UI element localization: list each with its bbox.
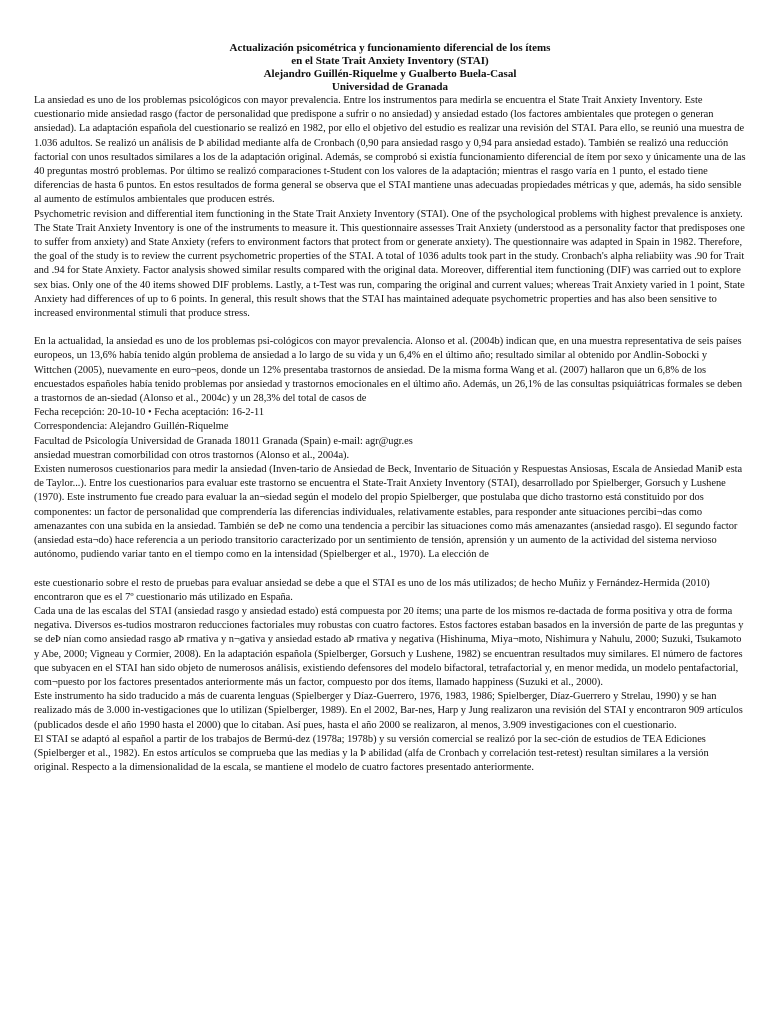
spacer — [34, 321, 746, 335]
intro-paragraph: En la actualidad, la ansiedad es uno de los problemas psi-cológicos con mayor prevalencia. Alonso et al. (2004b) indican que, en una muestra representativa de seis países europeos, un 13,6% había tenido algún problema de ansiedad a lo largo de su vida y un 6,4% en el último año; resultado similar al obtenido por Andlin-Sobocki y Wittchen (2005), nuevamente en euro¬peos, donde un 12% presentaba trastornos de ansiedad. De la misma forma Wang et al. (2007) hallaron que un 6,8% de los encuestados españoles había tenido problemas por ansiedad y trastornos emocionales en el último año. Además, un 26,1% de las consultas psiquiátricas formales se deben a trastornos de an-siedad (Alonso et al., 2004c) y un 28,3% del total de casos de — [34, 336, 743, 405]
institution-email: Facultad de Psicología Universidad de Granada 18011 Granada (Spain) e-mail: agr@ugr.es — [34, 435, 413, 447]
reception-dates: Fecha recepción: 20-10-10 • Fecha aceptación: 16-2-11 — [34, 407, 265, 419]
comorbidity-line: ansiedad muestran comorbilidad con otros trastornos (Alonso et al., 2004a). — [34, 449, 350, 461]
choice-paragraph: este cuestionario sobre el resto de pruebas para evaluar ansiedad se debe a que el STAI es uno de los más utilizados; de hecho Muñiz y Fernández-Hermida (2010) encontraron que es el 7º cuestionario más utilizado en España. — [34, 577, 710, 603]
authors: Alejandro Guillén-Riquelme y Gualberto Buela-Casal — [263, 68, 517, 80]
correspondence: Correspondencia: Alejandro Guillén-Riquelme — [34, 421, 229, 433]
adaptation-paragraph: El STAI se adaptó al español a partir de los trabajos de Bermú-dez (1978a; 1978b) y su versión comercial se realizó por la sec-ción de estudios de TEA Ediciones (Spielberger et al., 1982). En estos artículos se comprueba que las medias y la Þ abilidad (alfa de Cronbach y correlación test-retest) resultan similares a la versión original. Respecto a la dimensionalidad de la escala, se mantiene el modelo de cuatro factores presentado anteriormente. — [34, 733, 709, 774]
article-body — [34, 94, 746, 775]
questionnaires-paragraph: Existen numerosos cuestionarios para medir la ansiedad (Inven-tario de Ansiedad de Beck, Inventario de Situación y Respuestas Ansiosas, Escala de Ansiedad ManiÞ esta de Taylor...). Entre los cuestionarios para evaluar este trastorno se encuentra el State-Trait Anxiety Inventory (STAI), desarrollado por Spielberger, Gorsuch y Lushene (1970). Este instrumento fue creado para evaluar la an¬siedad según el modelo del propio Spielberger, que postulaba que dicho trastorno está constituido por dos componentes: un factor de personalidad que comprendería las diferencias individuales, relativamente estables, para responder ante situaciones percibi¬das como amenazantes con una subida en la ansiedad. También se deÞ ne como una tendencia a percibir las situaciones como más amenazantes (ansiedad rasgo). El segundo factor (ansiedad esta¬do) hace referencia a un periodo transitorio caracterizado por un sentimiento de tensión, aprensión y un aumento de la actividad del sistema nervioso autónomo, pudiendo variar tanto en el tiempo como en la intensidad (Spielberger et al., 1970). La elección de — [34, 464, 743, 561]
spacer — [34, 563, 746, 577]
translations-paragraph: Este instrumento ha sido traducido a más de cuarenta lenguas (Spielberger y Díaz-Guerrero, 1976, 1983, 1986; Spielberger, Díaz-Guerrero y Strelau, 1990) y se han realizado más de 3.000 in-vestigaciones que lo utilizan (Spielberger, 1989). En el 2002, Bar-nes, Harp y Jung realizaron una revisión del STAI y encontraron 909 artículos (publicados desde el año 1990 hasta el 2000) que lo citaban. Así pues, hasta el año 2000 se realizaron, al menos, 3.909 investigaciones con el cuestionario. — [34, 691, 743, 731]
title-line-1: Actualización psicométrica y funcionamiento diferencial de los ítems — [229, 42, 551, 54]
title-line-2: en el State Trait Anxiety Inventory (STAI) — [291, 55, 489, 67]
document-page — [34, 42, 746, 775]
article-header — [34, 42, 746, 94]
affiliation: Universidad de Granada — [331, 81, 449, 93]
scales-paragraph: Cada una de las escalas del STAI (ansiedad rasgo y ansiedad estado) está compuesta por 20 ítems; una parte de los mismos re-dactada de forma positiva y otra de forma negativa. Diversos es-tudios mostraron reducciones factoriales muy robustas con cuatro factores. Estos factores estaban basados en la inversión de parte de las preguntas y se deÞ nían como ansiedad rasgo aÞ rmativa y n¬gativa y ansiedad estado aÞ rmativa y negativa (Hishinuma, Miya¬moto, Nishimura y Nahulu, 2000; Suzuki, Tsukamoto y Abe, 2000; Vigneau y Cormier, 2008). En la adaptación española (Spielberger, Gorsuch y Lushene, 1982) se encuentran resultados muy similares. El número de factores que subyacen en el STAI han sido objeto de numerosos análisis, existiendo defensores del modelo bifactoral, tetrafactorial y, en menor medida, un modelo pentafactorial, com¬puesto por los factores presentados anteriormente más un factor, compuesto por dos ítems, llamado happiness (Suzuki et al., 2000). — [34, 605, 744, 688]
abstract-english: Psychometric revision and differential item functioning in the State Trait Anxiety Inventory (STAI). One of the psychological problems with highest prevalence is anxiety. The State Trait Anxiety Inventory is one of the instruments to measure it. This questionnaire assesses Trait Anxiety (understood as a personality factor that predisposes one to suffer from anxiety) and State Anxiety (refers to environment factors that protect from or generate anxiety). The questionnaire was adapted in Spain in 1982. Therefore, the goal of the study is to review the current psychometric properties of the STAI. A total of 1036 adults took part in the study. Cronbach's alpha reliabiity was .90 for Trait and .94 for State Anxiety. Factor analysis showed similar results compared with the original data. Moreover, differential item functioning (DIF) was carried out to explore sex bias. Only one of the 40 items showed DIF problems. Lastly, a t-Test was run, comparing the original and current values; whereas Trait Anxiety varied in 1 point, State Anxiety had differences of up to 6 points. In general, this result shows that the STAI has maintained adequate psychometric properties and has also been sensitive to increased environmental stimuli that produce stress. — [34, 208, 745, 320]
abstract-spanish: La ansiedad es uno de los problemas psicológicos con mayor prevalencia. Entre los instrumentos para medirla se encuentra el State Trait Anxiety Inventory. Este cuestionario mide ansiedad rasgo (factor de personalidad que predispone a sufrir o no ansiedad) y ansiedad estado (los factores ambientales que protegen o generan ansiedad). La adaptación española del cuestionario se realizó en 1982, por ello el objetivo del estudio es realizar una revisión del STAI. Para ello, se reunió una muestra de 1.036 adultos. Se realizó un análisis de Þ abilidad mediante alfa de Cronbach (0,90 para ansiedad rasgo y 0,94 para ansiedad estado). También se realizó una reducción factorial con unos resultados similares a los de la adaptación original. Además, se comprobó si existía funcionamiento diferencial de ítem por sexo y únicamente una de las 40 preguntas mostró problemas. Por último se realizó comparaciones t-Student con los valores de la adaptación; mientras el rasgo varía en 1 punto, el estado tiene diferencias de hasta 6 puntos. En estos resultados de forma general se observa que el STAI mantiene unas adecuadas propiedades métricas y que, además, ha sido sensible al aumento de estímulos ambientales que producen estrés. — [34, 95, 746, 206]
